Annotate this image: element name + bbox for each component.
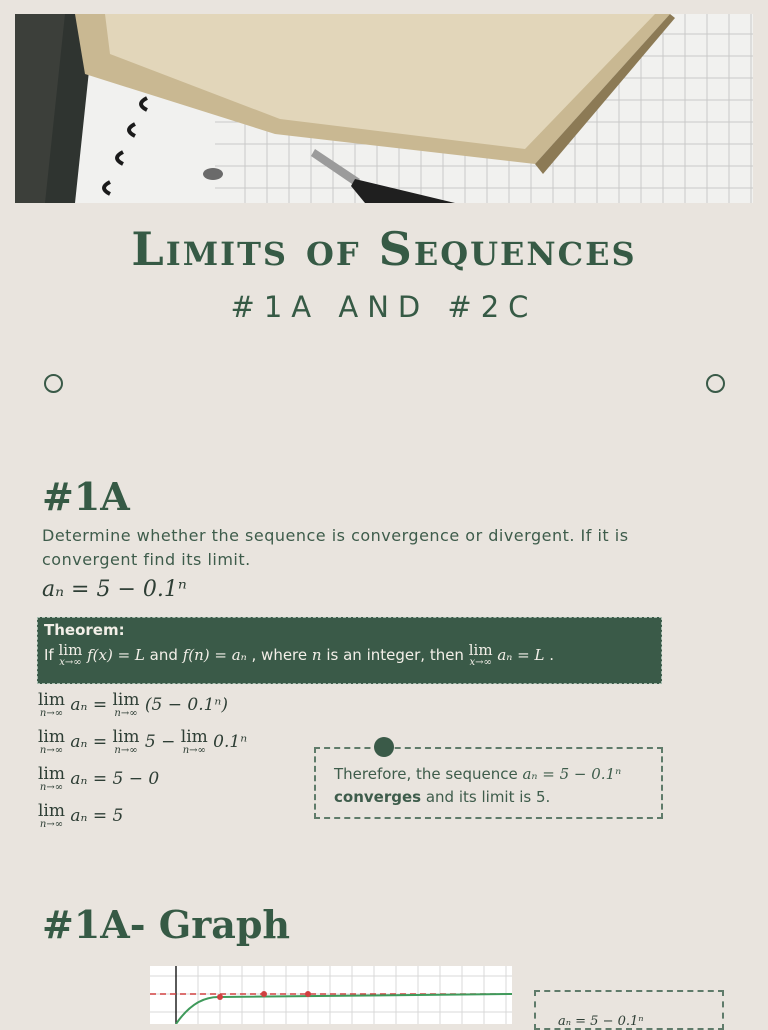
step-2: lim n→∞ aₙ = lim n→∞ 5 − lim n→∞ 0.1ⁿ xyxy=(38,727,248,756)
right-ring-icon xyxy=(706,374,725,393)
theorem-label: Theorem: xyxy=(44,621,125,639)
graph-svg xyxy=(150,966,512,1024)
left-ring-icon xyxy=(44,374,63,393)
theorem-lim-1: lim x→∞ xyxy=(58,641,83,668)
point-n2 xyxy=(217,994,223,1000)
conclusion-text-2: and its limit is 5. xyxy=(425,788,551,806)
theorem-integer: is an integer, then xyxy=(326,646,464,664)
notebook-photo xyxy=(15,14,753,203)
sequence-formula: aₙ = 5 − 0.1ⁿ xyxy=(42,577,187,602)
page-subtitle: #1A AND #2C xyxy=(230,290,538,324)
theorem-if: If xyxy=(44,646,54,664)
step-1: lim n→∞ aₙ = lim n→∞ (5 − 0.1ⁿ) xyxy=(38,690,228,719)
solution-steps xyxy=(38,692,247,840)
conclusion-text-1: Therefore, the sequence xyxy=(334,765,518,783)
theorem-and: and xyxy=(149,646,178,664)
theorem-fx: f(x) = L xyxy=(87,646,145,664)
theorem-fn: f(n) = aₙ xyxy=(182,646,247,664)
point-n6 xyxy=(305,991,311,997)
hero-image xyxy=(15,14,753,203)
graph-legend-text: aₙ = 5 − 0.1ⁿ xyxy=(558,1014,644,1029)
conclusion-box xyxy=(314,747,663,819)
section-heading-graph: #1A- Graph xyxy=(42,902,291,947)
theorem-result: aₙ = L xyxy=(497,646,545,664)
graph-area xyxy=(150,966,512,1024)
conclusion-bold: converges xyxy=(334,788,422,806)
theorem-box xyxy=(37,617,662,684)
conclusion-seq: aₙ = 5 − 0.1ⁿ xyxy=(522,765,622,783)
step-4: lim n→∞ aₙ = 5 xyxy=(38,801,124,830)
connector-dot-icon xyxy=(374,737,394,757)
theorem-where: , where xyxy=(251,646,308,664)
page-title: Limits of Sequences xyxy=(131,222,637,276)
theorem-lim-2: lim x→∞ xyxy=(468,641,493,668)
section-heading-1a: #1A xyxy=(42,474,130,519)
problem-prompt: Determine whether the sequence is convergence or divergent. If it is convergent find its limit. xyxy=(42,526,629,569)
point-n4 xyxy=(261,991,267,997)
theorem-statement xyxy=(44,643,655,668)
theorem-n: n xyxy=(311,646,322,664)
graph-legend-box xyxy=(534,990,724,1030)
theorem-end: . xyxy=(549,646,554,664)
step-3: lim n→∞ aₙ = 5 − 0 xyxy=(38,764,160,793)
